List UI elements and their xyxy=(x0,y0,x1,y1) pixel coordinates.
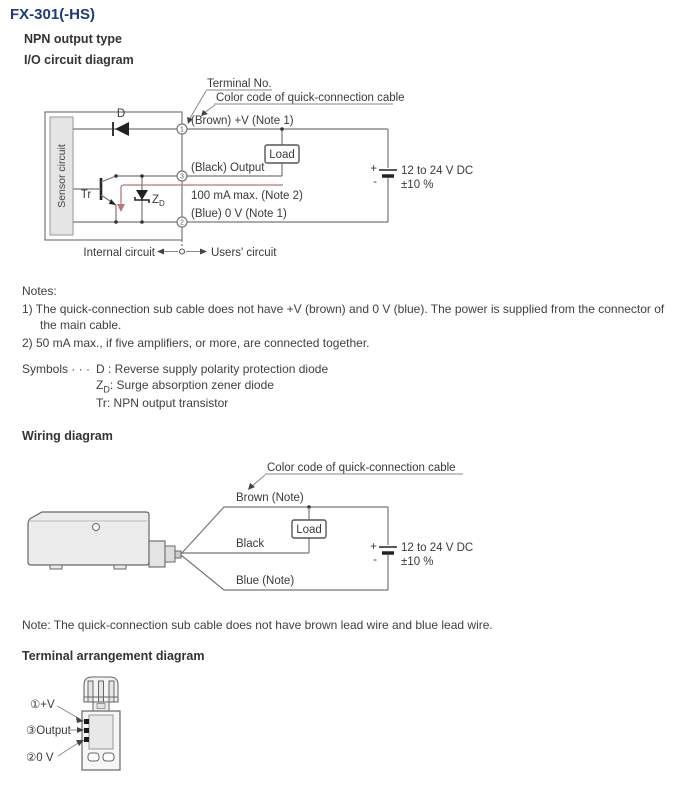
zener-symbol-rest: : Surge absorption zener diode xyxy=(109,378,274,392)
page-title: FX-301(-HS) xyxy=(10,6,96,23)
terminal-arrangement-diagram xyxy=(0,668,240,792)
color-code-leader-line xyxy=(204,105,215,113)
blue-wire-label: Blue (Note) xyxy=(236,575,295,587)
brown-wire xyxy=(181,507,388,554)
junction-dot xyxy=(140,174,144,178)
transistor-emitter-arrow-icon xyxy=(109,199,116,205)
transistor-collector-lead xyxy=(101,176,116,182)
note-2: 2) 50 mA max., if five amplifiers, or more, are connected together. xyxy=(22,336,370,350)
terminal-arrangement-heading: Terminal arrangement diagram xyxy=(22,649,205,663)
output-type-heading: NPN output type xyxy=(24,32,122,46)
terminal-contact-3 xyxy=(84,728,89,733)
terminal-3-number: 3 xyxy=(180,173,184,181)
battery-minus-sign: - xyxy=(373,176,377,188)
connector-prong xyxy=(99,681,104,702)
terminal-2-label: ②0 V xyxy=(26,752,54,764)
right-arrow-icon xyxy=(200,249,207,255)
zener-label-main: Z xyxy=(152,194,160,206)
battery-plus-sign: + xyxy=(370,163,377,175)
battery-minus-sign: - xyxy=(373,554,377,566)
users-circuit-label: Users' circuit xyxy=(211,247,277,259)
diode-icon xyxy=(115,122,129,136)
connector-plug xyxy=(165,546,175,562)
supply-tolerance-label: ±10 % xyxy=(401,179,434,191)
io-circuit-heading: I/O circuit diagram xyxy=(24,53,134,67)
battery-plus-sign: + xyxy=(370,541,377,553)
notes-heading: Notes: xyxy=(22,284,57,298)
zener-symbol-main: Z xyxy=(96,378,104,392)
amplifier-foot xyxy=(50,565,62,569)
supply-voltage-label: 12 to 24 V DC xyxy=(401,165,474,177)
current-flow-arrow-icon xyxy=(117,204,125,212)
amplifier-foot xyxy=(114,565,126,569)
terminal-3-label: ③Output xyxy=(26,725,71,737)
junction-dot xyxy=(140,220,144,224)
symbol-diode-definition: D : Reverse supply polarity protection diode xyxy=(96,362,329,376)
connector-prong xyxy=(88,681,93,702)
supply-voltage-label: 12 to 24 V DC xyxy=(401,542,474,554)
terminal-2-number: 2 xyxy=(180,219,184,227)
note-1-line-2: the main cable. xyxy=(40,318,122,332)
wiring-diagram xyxy=(0,450,676,620)
zener-label-sub: D xyxy=(159,199,165,208)
brown-wire-label: Brown (Note) xyxy=(236,492,304,504)
amplifier-hole xyxy=(93,524,100,531)
left-arrow-icon xyxy=(157,249,164,255)
supply-tolerance-label: ±10 % xyxy=(401,556,434,568)
terminal-no-label: Terminal No. xyxy=(207,78,272,90)
zener-label xyxy=(152,194,165,208)
terminal-1-label: ①+V xyxy=(30,699,55,711)
sensor-circuit-label: Sensor circuit xyxy=(56,144,68,208)
connector-tip xyxy=(175,551,181,558)
io-circuit-diagram xyxy=(0,75,676,270)
symbols-label: Symbols · · · xyxy=(22,362,91,376)
connector-housing xyxy=(149,541,165,567)
connector-prong xyxy=(109,681,114,702)
brown-wire-label: (Brown) +V (Note 1) xyxy=(191,115,294,127)
junction-dot xyxy=(114,174,118,178)
amplifier-body xyxy=(28,512,149,565)
black-wire-label: Black xyxy=(236,538,265,550)
terminal-1-leader-line xyxy=(57,706,80,719)
blue-wire-label: (Blue) 0 V (Note 1) xyxy=(191,208,287,220)
terminal-block xyxy=(89,715,113,749)
load-label: Load xyxy=(296,524,322,536)
color-code-leader-line xyxy=(251,475,265,487)
terminal-contact-1 xyxy=(84,719,89,724)
terminal-contact-2 xyxy=(84,737,89,742)
note-1-line-1: 1) The quick-connection sub cable does not have +V (brown) and 0 V (blue). The power is supplied from the connector of xyxy=(22,302,665,316)
black-wire-label: (Black) Output xyxy=(191,162,265,174)
terminal-1-number: 1 xyxy=(180,126,184,134)
junction-dot xyxy=(280,127,284,131)
symbol-transistor-definition: Tr: NPN output transistor xyxy=(96,396,229,410)
color-code-label: Color code of quick-connection cable xyxy=(216,92,405,104)
current-limit-label: 100 mA max. (Note 2) xyxy=(191,190,303,202)
diode-label: D xyxy=(116,108,126,120)
zener-diode-icon xyxy=(136,190,148,200)
internal-circuit-label: Internal circuit xyxy=(83,247,155,259)
wiring-note: Note: The quick-connection sub cable does not have brown lead wire and blue lead wire. xyxy=(22,618,493,632)
terminal-2-leader-line xyxy=(58,743,78,756)
color-code-label: Color code of quick-connection cable xyxy=(267,462,456,474)
load-label: Load xyxy=(269,149,295,161)
transistor-label: Tr xyxy=(80,189,92,201)
divider-node-circle xyxy=(180,249,185,254)
junction-dot xyxy=(114,220,118,224)
connector-bottom-hole xyxy=(103,753,114,761)
connector-latch-button xyxy=(97,704,105,709)
zener-symbol-sub: D xyxy=(103,384,110,395)
connector-bottom-hole xyxy=(88,753,99,761)
wiring-diagram-heading: Wiring diagram xyxy=(22,429,113,443)
symbol-zener-definition xyxy=(96,378,274,394)
